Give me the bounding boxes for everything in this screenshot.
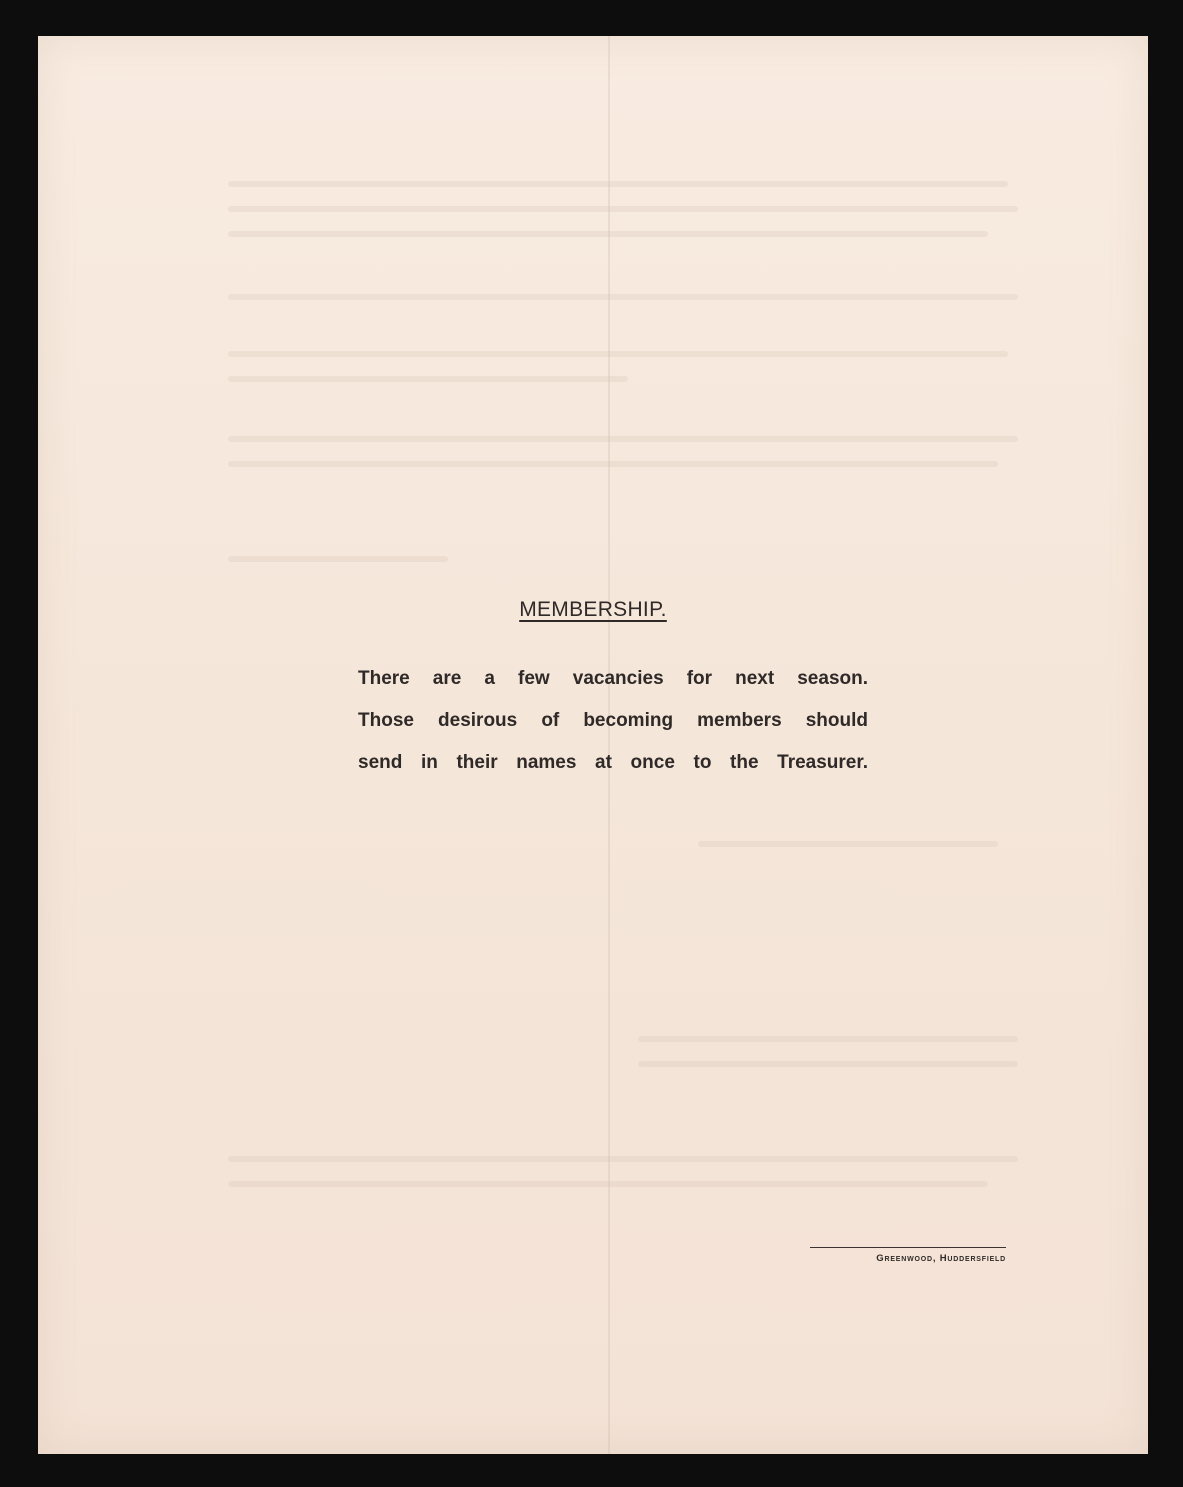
notice-line: send in their names at once to the Treasurer. (358, 752, 868, 773)
membership-heading (38, 598, 1148, 622)
notice-line: There are a few vacancies for next season. (358, 668, 868, 689)
show-through-line (228, 206, 1018, 212)
membership-heading-text: MEMBERSHIP. (519, 598, 667, 621)
show-through-line (228, 294, 1018, 300)
show-through-line (638, 1036, 1018, 1042)
show-through-line (228, 351, 1008, 357)
membership-notice (358, 658, 868, 784)
printer-rule (810, 1247, 1006, 1248)
show-through-line (228, 1156, 1018, 1162)
show-through-line (228, 181, 1008, 187)
show-through-line (228, 461, 998, 467)
show-through-line (228, 556, 448, 562)
show-through-line (228, 436, 1018, 442)
show-through-line (228, 231, 988, 237)
show-through-line (228, 376, 628, 382)
document-page (38, 36, 1148, 1454)
printer-credit: Greenwood, Huddersfield (876, 1253, 1006, 1264)
show-through-line (698, 841, 998, 847)
notice-line: Those desirous of becoming members should (358, 710, 868, 731)
show-through-line (638, 1061, 1018, 1067)
show-through-line (228, 1181, 988, 1187)
